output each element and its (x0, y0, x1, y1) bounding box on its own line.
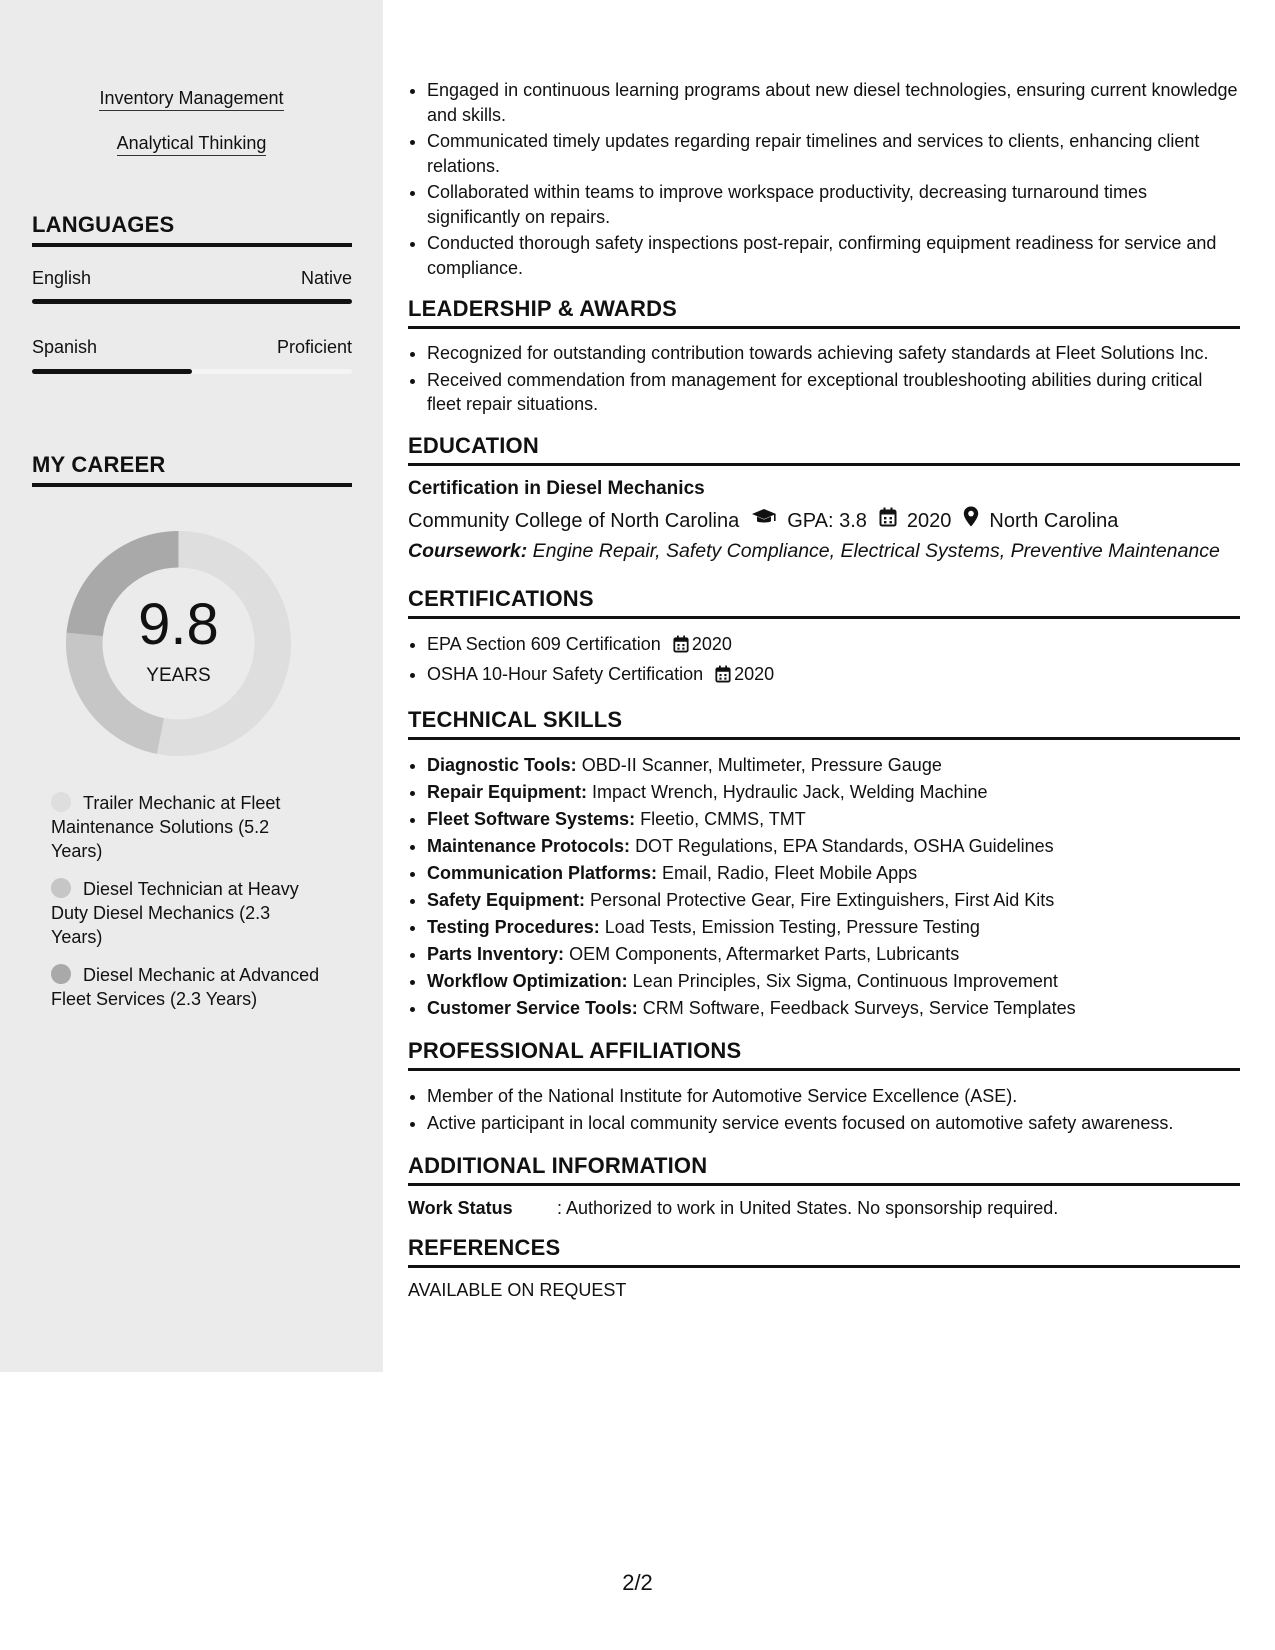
list-item: • OSHA 10-Hour Safety Certification 2020 (427, 661, 1240, 691)
list-item: • Parts Inventory: OEM Components, Aftermarket Parts, Lubricants (427, 941, 1240, 968)
language-bar-fill (32, 299, 352, 304)
education-coursework (408, 536, 1240, 566)
career-heading: MY CAREER (32, 452, 352, 487)
skill-link[interactable]: Analytical Thinking (0, 133, 383, 154)
experience-bullets (408, 78, 1240, 280)
calendar-icon (673, 634, 689, 661)
career-item: Diesel Mechanic at Advanced Fleet Services (2.3 Years) (51, 965, 320, 1009)
references-heading: REFERENCES (408, 1235, 1240, 1268)
leadership-list (408, 341, 1240, 417)
certifications-heading: CERTIFICATIONS (408, 586, 1240, 619)
leadership-heading: LEADERSHIP & AWARDS (408, 296, 1240, 329)
career-legend-dot (51, 878, 71, 898)
list-item: • Communicated timely updates regarding repair timelines and services to clients, enhancing client relations. (427, 129, 1240, 178)
list-item: • Customer Service Tools: CRM Software, Feedback Surveys, Service Templates (427, 995, 1240, 1022)
languages-heading: LANGUAGES (32, 212, 352, 247)
calendar-icon (879, 506, 897, 536)
career-item: Trailer Mechanic at Fleet Maintenance Solutions (5.2 Years) (51, 793, 281, 861)
language-row (32, 268, 352, 289)
list-item: • Member of the National Institute for Automotive Service Excellence (ASE). (427, 1083, 1240, 1110)
education-location: North Carolina (989, 509, 1119, 532)
language-level: Native (300, 268, 352, 288)
list-item: • Engaged in continuous learning programs about new diesel technologies, ensuring current knowledge and skills. (427, 78, 1240, 127)
list-item: • Collaborated within teams to improve workspace productivity, decreasing turnaround times significantly on repairs. (427, 180, 1240, 229)
education-degree: Certification in Diesel Mechanics (408, 477, 705, 499)
education-school: Community College of North Carolina (408, 509, 740, 532)
map-pin-icon (963, 506, 979, 536)
certifications-list (408, 631, 1240, 691)
calendar-icon (715, 664, 731, 691)
language-name: Spanish (32, 337, 98, 357)
career-item: Diesel Technician at Heavy Duty Diesel Mechanics (2.3 Years) (51, 879, 299, 947)
language-row (32, 337, 352, 358)
list-item: • Conducted thorough safety inspections post-repair, confirming equipment readiness for service and compliance. (427, 231, 1240, 280)
language-level: Proficient (276, 337, 352, 357)
work-status-label: Work Status (408, 1197, 513, 1218)
page-number: 2/2 (622, 1570, 653, 1595)
education-heading: EDUCATION (408, 433, 1240, 466)
education-gpa: GPA: 3.8 (787, 509, 867, 532)
technical-skills-list (408, 752, 1240, 1022)
list-item: • Maintenance Protocols: DOT Regulations, EPA Standards, OSHA Guidelines (427, 833, 1240, 860)
language-bar-fill (32, 369, 192, 374)
list-item: • Communication Platforms: Email, Radio, Fleet Mobile Apps (427, 860, 1240, 887)
list-item: • Received commendation from management for exceptional troubleshooting abilities during critical fleet repair situations. (427, 368, 1240, 417)
career-total: 9.8 (138, 592, 219, 657)
language-bar (32, 299, 352, 304)
additional-info-heading: ADDITIONAL INFORMATION (408, 1153, 1240, 1186)
list-item: • Fleet Software Systems: Fleetio, CMMS, TMT (427, 806, 1240, 833)
list-item: • Recognized for outstanding contribution towards achieving safety standards at Fleet Solutions Inc. (427, 341, 1240, 366)
graduation-cap-icon (751, 506, 777, 536)
list-item: • Active participant in local community service events focused on automotive safety awareness. (427, 1110, 1240, 1137)
career-legend-dot (51, 792, 71, 812)
career-legend-dot (51, 964, 71, 984)
list-item: • Diagnostic Tools: OBD-II Scanner, Multimeter, Pressure Gauge (427, 752, 1240, 779)
language-bar (32, 369, 352, 374)
main-content (408, 78, 1240, 1301)
list-item: • Safety Equipment: Personal Protective Gear, Fire Extinguishers, First Aid Kits (427, 887, 1240, 914)
list-item: • Repair Equipment: Impact Wrench, Hydraulic Jack, Welding Machine (427, 779, 1240, 806)
skill-link[interactable]: Inventory Management (0, 88, 383, 109)
technical-skills-heading: TECHNICAL SKILLS (408, 707, 1240, 740)
coursework-value: Engine Repair, Safety Compliance, Electrical Systems, Preventive Maintenance (532, 539, 1220, 562)
coursework-label: Coursework: (408, 539, 528, 562)
work-status-row (408, 1198, 1240, 1219)
references-text: AVAILABLE ON REQUEST (408, 1279, 627, 1300)
education-year: 2020 (906, 509, 952, 532)
work-status-value: : Authorized to work in United States. No sponsorship required. (557, 1197, 1059, 1218)
education-details (408, 506, 1240, 536)
list-item: • EPA Section 609 Certification 2020 (427, 631, 1240, 661)
career-unit: YEARS (146, 665, 211, 686)
list-item: • Testing Procedures: Load Tests, Emission Testing, Pressure Testing (427, 914, 1240, 941)
list-item: • Workflow Optimization: Lean Principles, Six Sigma, Continuous Improvement (427, 968, 1240, 995)
sidebar (0, 0, 383, 1372)
affiliations-list (408, 1083, 1240, 1137)
affiliations-heading: PROFESSIONAL AFFILIATIONS (408, 1038, 1240, 1071)
language-name: English (32, 268, 92, 288)
